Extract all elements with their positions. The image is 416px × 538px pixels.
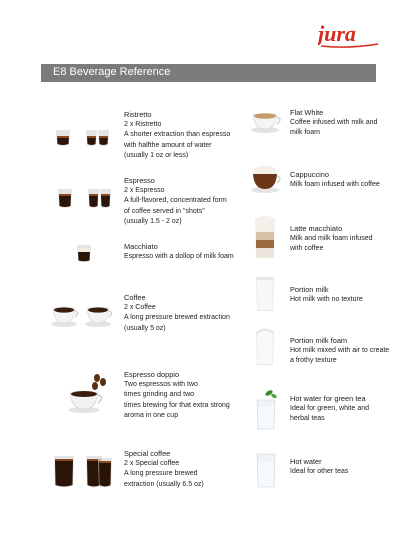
ristretto-cups-icon (54, 126, 112, 148)
flat-white-cup-icon (250, 108, 284, 134)
item-ristretto: Ristretto 2 x Ristretto A shorter extraction than espresso with halfthe amount of water (usually 1 oz or less) (124, 110, 231, 159)
jura-logo (318, 22, 380, 52)
item-hot-water-green-tea: Hot water for green tea Ideal for green, white and herbal teas (290, 394, 369, 423)
item-macchiato: Macchiato Espresso with a dollop of milk foam (124, 242, 234, 261)
item-portion-milk-foam: Portion milk foam Hot milk mixed with air to create a frothy texture (290, 336, 390, 365)
item-special-coffee: Special coffee 2 x Special coffee A long pressure brewed extraction (usually 6.5 oz) (124, 449, 204, 488)
item-hot-water: Hot water Ideal for other teas (290, 457, 349, 476)
item-flat-white: Flat White Coffee infused with milk and milk foam (290, 108, 378, 137)
espresso-doppio-cup-icon (66, 372, 114, 414)
hot-water-glass-icon (254, 452, 278, 488)
special-coffee-glasses-icon (52, 452, 114, 490)
portion-milk-foam-glass-icon (255, 326, 275, 366)
page-title: E8 Beverage Reference (53, 66, 171, 78)
cappuccino-cup-icon (250, 164, 284, 194)
item-latte-macchiato: Latte macchiato Milk and milk foam infused with coffee (290, 224, 373, 253)
title-banner (41, 64, 376, 82)
item-coffee: Coffee 2 x Coffee A long pressure brewed extraction (usually 5 oz) (124, 293, 230, 332)
latte-macchiato-glass-icon (254, 214, 276, 260)
coffee-cups-icon (50, 302, 118, 328)
portion-milk-glass-icon (255, 276, 275, 312)
logo-wordmark: jura (318, 22, 356, 46)
hot-water-green-tea-glass-icon (254, 388, 278, 430)
item-portion-milk: Portion milk Hot milk with no texture (290, 285, 363, 304)
macchiato-glass-icon (76, 243, 92, 263)
item-cappuccino: Cappuccino Milk foam infused with coffee (290, 170, 380, 189)
item-espresso: Espresso 2 x Espresso A full-flavored, concentrated form of coffee served in "shots" (usually 1.5 - 2 oz) (124, 176, 227, 225)
espresso-cups-icon (56, 186, 114, 210)
item-espresso-doppio: Espresso doppio Two espressos with two times grinding and two times brewing for that extra strong aroma in one cup (124, 370, 230, 419)
